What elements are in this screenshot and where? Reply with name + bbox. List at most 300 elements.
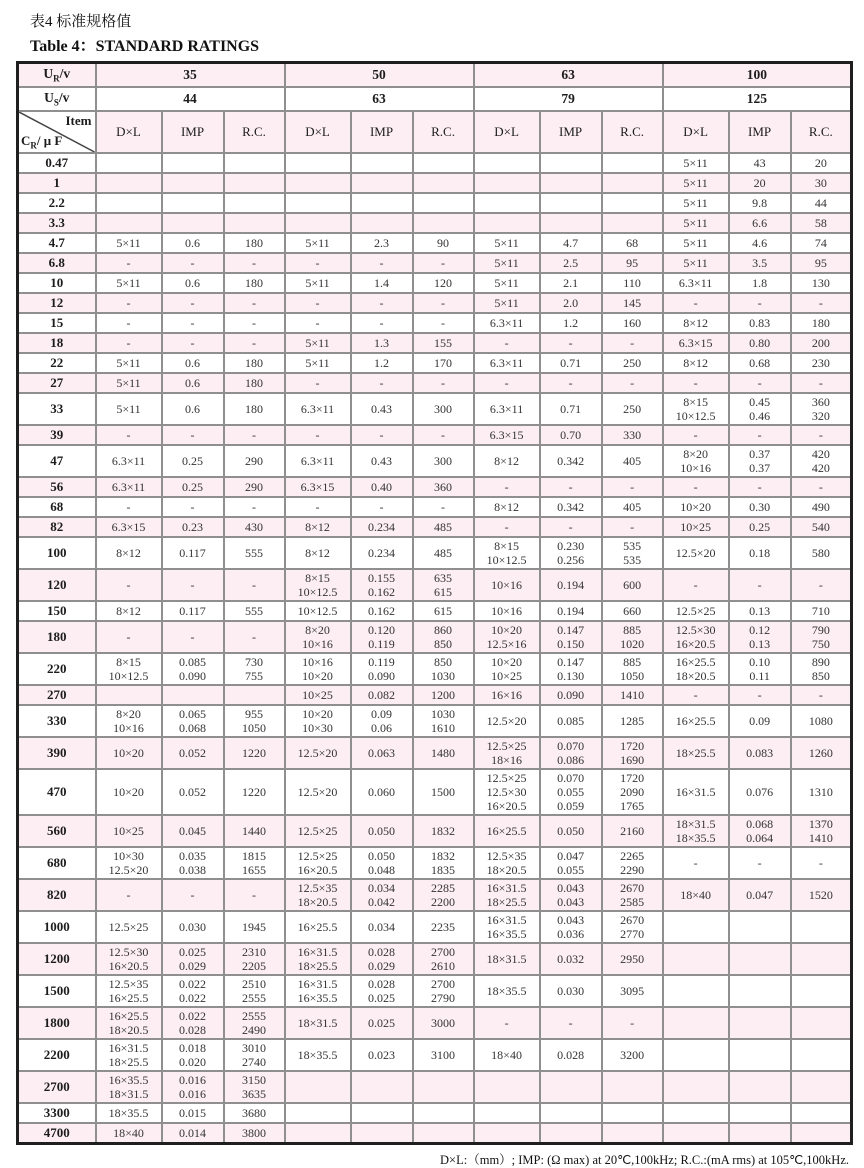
- dxl-cell: [663, 253, 729, 273]
- rc-cell: [413, 353, 474, 373]
- imp-cell: [351, 705, 413, 737]
- dxl-cell: [285, 879, 351, 911]
- cell-line: -: [693, 578, 698, 592]
- cell-line: 0.194: [557, 604, 585, 618]
- cell-line: 3150: [242, 1073, 267, 1087]
- cell-line: -: [379, 256, 384, 270]
- dxl-cell: [663, 193, 729, 213]
- cell-line: -: [252, 256, 257, 270]
- cell-line: -: [252, 578, 257, 592]
- rc-cell: [224, 685, 285, 705]
- dxl-cell: [96, 1039, 162, 1071]
- rc-cell: [791, 153, 852, 173]
- cell-line: 2555: [242, 1009, 267, 1023]
- imp-cell: [351, 1123, 413, 1144]
- rc-cell: [224, 1007, 285, 1039]
- imp-cell: [540, 445, 602, 477]
- dxl-cell: [474, 497, 540, 517]
- cell-line: 5×11: [494, 256, 519, 270]
- cell-line: -: [190, 428, 195, 442]
- cell-line: -: [630, 376, 635, 390]
- imp-cell: [729, 373, 791, 393]
- cell-line: -: [190, 630, 195, 644]
- column-header-imp: IMP: [729, 111, 791, 153]
- dxl-cell: [474, 705, 540, 737]
- cell-line: 18×40: [491, 1048, 522, 1062]
- imp-cell: [729, 943, 791, 975]
- capacitance-cell: 82: [18, 517, 96, 537]
- dxl-cell: [663, 233, 729, 253]
- cell-line: 1.4: [374, 276, 390, 290]
- cell-line: -: [757, 376, 762, 390]
- label-base: C: [21, 133, 31, 149]
- cell-line: 0.06: [371, 721, 393, 735]
- cell-line: 10×12.5: [108, 669, 149, 683]
- cell-line: 1835: [431, 863, 456, 877]
- rc-cell: [602, 1103, 663, 1123]
- rc-cell: [413, 1039, 474, 1071]
- cell-line: 10×20: [113, 746, 144, 760]
- cell-line: -: [190, 256, 195, 270]
- imp-cell: [351, 233, 413, 253]
- imp-cell: [729, 213, 791, 233]
- cell-line: 3800: [242, 1126, 267, 1140]
- cell-line: 2770: [620, 927, 645, 941]
- table-row: [18, 293, 852, 313]
- cell-line: 230: [811, 356, 830, 370]
- dxl-cell: [474, 737, 540, 769]
- rc-cell: [224, 911, 285, 943]
- cell-line: -: [126, 888, 131, 902]
- rc-cell: [791, 425, 852, 445]
- cell-line: 0.120: [368, 623, 396, 637]
- rc-cell: [413, 313, 474, 333]
- cell-line: 850: [811, 669, 830, 683]
- dxl-cell: [285, 353, 351, 373]
- table-row: [18, 1039, 852, 1071]
- rc-cell: [413, 1007, 474, 1039]
- dxl-cell: [474, 1071, 540, 1103]
- rc-cell: [791, 653, 852, 685]
- imp-cell: [162, 705, 224, 737]
- dxl-cell: [96, 621, 162, 653]
- capacitance-cell: 120: [18, 569, 96, 601]
- cell-line: 0.028: [368, 945, 396, 959]
- cell-line: 0.25: [749, 520, 771, 534]
- cell-line: 5×11: [116, 376, 141, 390]
- cell-line: 10×20: [491, 623, 522, 637]
- cell-line: -: [441, 256, 446, 270]
- cell-line: -: [126, 256, 131, 270]
- dxl-cell: [96, 737, 162, 769]
- table-row: [18, 393, 852, 425]
- surge-voltage-value: 125: [663, 87, 852, 111]
- rc-cell: [602, 569, 663, 601]
- cell-line: -: [126, 296, 131, 310]
- rc-cell: [791, 737, 852, 769]
- cell-line: -: [818, 688, 823, 702]
- dxl-cell: [285, 569, 351, 601]
- ratings-table-body: [18, 153, 852, 1144]
- cell-line: 0.070: [557, 771, 585, 785]
- imp-cell: [162, 1071, 224, 1103]
- cell-line: -: [568, 1016, 573, 1030]
- table-row: [18, 193, 852, 213]
- cell-line: 0.050: [368, 824, 396, 838]
- rc-cell: [602, 621, 663, 653]
- dxl-cell: [474, 213, 540, 233]
- imp-cell: [540, 173, 602, 193]
- cell-line: 8×12: [305, 520, 330, 534]
- dxl-cell: [663, 313, 729, 333]
- cell-line: -: [693, 856, 698, 870]
- cell-line: -: [630, 1016, 635, 1030]
- cell-line: 730: [245, 655, 264, 669]
- cell-line: 2790: [431, 991, 456, 1005]
- cell-line: 850: [434, 637, 453, 651]
- dxl-cell: [663, 393, 729, 425]
- dxl-cell: [285, 153, 351, 173]
- cell-line: 0.036: [557, 927, 585, 941]
- cell-line: 615: [434, 585, 453, 599]
- cell-line: 74: [814, 236, 827, 250]
- rated-voltage-value: 35: [96, 63, 285, 88]
- dxl-cell: [663, 601, 729, 621]
- cell-line: 490: [811, 500, 830, 514]
- cell-line: 0.13: [749, 604, 771, 618]
- cell-line: 2.5: [563, 256, 579, 270]
- cell-line: 6.3×15: [111, 520, 146, 534]
- cell-line: 9.8: [752, 196, 768, 210]
- capacitance-cell: 4.7: [18, 233, 96, 253]
- imp-cell: [540, 1007, 602, 1039]
- cell-line: 955: [245, 707, 264, 721]
- label-subscript: R: [30, 141, 37, 151]
- cell-line: 1080: [808, 714, 833, 728]
- cell-line: -: [252, 336, 257, 350]
- cell-line: 0.068: [179, 721, 206, 735]
- rc-cell: [413, 769, 474, 815]
- cell-line: -: [504, 520, 509, 534]
- rc-cell: [602, 537, 663, 569]
- capacitance-cell: 1500: [18, 975, 96, 1007]
- cell-line: 0.6: [185, 402, 200, 416]
- dxl-cell: [474, 273, 540, 293]
- imp-cell: [162, 1123, 224, 1144]
- cell-line: 320: [811, 409, 830, 423]
- cell-line: -: [568, 376, 573, 390]
- cell-line: 1765: [620, 799, 645, 813]
- cell-line: 6.3×11: [489, 402, 524, 416]
- capacitance-cell: 390: [18, 737, 96, 769]
- imp-cell: [540, 373, 602, 393]
- table-row: [18, 313, 852, 333]
- imp-cell: [540, 537, 602, 569]
- dxl-cell: [663, 497, 729, 517]
- table-row: [18, 153, 852, 173]
- surge-voltage-value: 79: [474, 87, 663, 111]
- cell-line: 4.6: [752, 236, 768, 250]
- cell-line: 1220: [242, 785, 267, 799]
- imp-cell: [729, 173, 791, 193]
- cell-line: 1610: [431, 721, 456, 735]
- cell-line: 10×25: [302, 688, 333, 702]
- cell-line: -: [126, 500, 131, 514]
- rc-cell: [791, 477, 852, 497]
- cell-line: 0.022: [179, 977, 206, 991]
- cell-line: 0.130: [557, 669, 585, 683]
- dxl-cell: [96, 477, 162, 497]
- imp-cell: [540, 153, 602, 173]
- cell-line: 10×20: [680, 500, 711, 514]
- table-row: [18, 815, 852, 847]
- footnote: D×L:（mm）; IMP: (Ω max) at 20℃,100kHz; R.C.:(mA rms) at 105℃,100kHz.: [440, 1153, 849, 1167]
- cell-line: 0.047: [557, 849, 585, 863]
- imp-cell: [162, 685, 224, 705]
- cell-line: 0.09: [371, 707, 393, 721]
- cell-line: 0.162: [368, 585, 396, 599]
- rc-cell: [224, 537, 285, 569]
- cell-line: 16×31.5: [486, 913, 527, 927]
- cell-line: -: [757, 688, 762, 702]
- cell-line: 18×25.5: [297, 959, 338, 973]
- cell-line: 0.117: [179, 604, 206, 618]
- cell-line: 16×35.5: [297, 991, 338, 1005]
- cell-line: 580: [811, 546, 830, 560]
- table-row: [18, 537, 852, 569]
- dxl-cell: [285, 333, 351, 353]
- cell-line: 18×35.5: [108, 1106, 149, 1120]
- rc-cell: [413, 253, 474, 273]
- imp-cell: [351, 173, 413, 193]
- dxl-cell: [474, 847, 540, 879]
- imp-cell: [729, 537, 791, 569]
- cell-line: 120: [434, 276, 453, 290]
- rc-cell: [224, 847, 285, 879]
- cell-line: 180: [245, 276, 264, 290]
- cell-line: 0.46: [749, 409, 771, 423]
- cell-line: 6.3×11: [489, 316, 524, 330]
- rc-cell: [602, 233, 663, 253]
- cell-line: 0.055: [557, 785, 585, 799]
- cell-line: 12.5×30: [486, 785, 527, 799]
- dxl-cell: [663, 653, 729, 685]
- cell-line: 0.234: [368, 546, 396, 560]
- table-row: [18, 425, 852, 445]
- rc-cell: [413, 233, 474, 253]
- cell-line: 885: [623, 623, 642, 637]
- cell-line: 0.025: [368, 991, 396, 1005]
- dxl-cell: [96, 393, 162, 425]
- capacitance-cell: 47: [18, 445, 96, 477]
- cell-line: 0.45: [749, 395, 771, 409]
- imp-cell: [729, 1103, 791, 1123]
- cell-line: -: [757, 480, 762, 494]
- dxl-cell: [663, 445, 729, 477]
- rc-cell: [413, 393, 474, 425]
- imp-cell: [162, 1039, 224, 1071]
- imp-cell: [729, 601, 791, 621]
- cell-line: 0.090: [368, 669, 396, 683]
- dxl-cell: [285, 497, 351, 517]
- cell-line: 2510: [242, 977, 267, 991]
- imp-cell: [162, 737, 224, 769]
- imp-cell: [162, 517, 224, 537]
- cell-line: 1.2: [374, 356, 390, 370]
- label-suffix: /v: [58, 90, 70, 106]
- table-row: [18, 1123, 852, 1144]
- dxl-cell: [285, 911, 351, 943]
- dxl-cell: [474, 445, 540, 477]
- cell-line: 16×25.5: [675, 714, 716, 728]
- cell-line: -: [252, 316, 257, 330]
- cell-line: 1050: [242, 721, 267, 735]
- dxl-cell: [663, 621, 729, 653]
- cell-line: 0.015: [179, 1106, 206, 1120]
- cell-line: 2740: [242, 1055, 267, 1069]
- cell-line: 18×31.5: [675, 817, 716, 831]
- rc-cell: [413, 911, 474, 943]
- cell-line: -: [190, 500, 195, 514]
- cell-line: 5×11: [116, 402, 141, 416]
- dxl-cell: [474, 233, 540, 253]
- cell-line: 18×25.5: [675, 746, 716, 760]
- imp-cell: [162, 569, 224, 601]
- cell-line: -: [315, 376, 320, 390]
- rc-cell: [413, 445, 474, 477]
- cell-line: 0.042: [368, 895, 396, 909]
- cell-line: 6.3×11: [111, 454, 146, 468]
- imp-cell: [729, 353, 791, 373]
- dxl-cell: [285, 815, 351, 847]
- imp-cell: [162, 1103, 224, 1123]
- cell-line: 2555: [242, 991, 267, 1005]
- rc-cell: [413, 705, 474, 737]
- cell-line: 16×35.5: [108, 1073, 149, 1087]
- imp-cell: [351, 213, 413, 233]
- rc-cell: [224, 445, 285, 477]
- imp-cell: [540, 737, 602, 769]
- dxl-cell: [285, 477, 351, 497]
- dxl-cell: [474, 815, 540, 847]
- cell-line: 0.234: [368, 520, 396, 534]
- capacitance-cell: 56: [18, 477, 96, 497]
- imp-cell: [540, 911, 602, 943]
- imp-cell: [540, 497, 602, 517]
- table-row: [18, 1103, 852, 1123]
- cell-line: 485: [434, 546, 453, 560]
- cell-line: 10×25: [113, 824, 144, 838]
- dxl-cell: [285, 601, 351, 621]
- cell-line: 330: [623, 428, 642, 442]
- cell-line: 1655: [242, 863, 267, 877]
- capacitance-cell: 1000: [18, 911, 96, 943]
- cell-line: 1310: [808, 785, 833, 799]
- cell-line: 1945: [242, 920, 267, 934]
- rc-cell: [224, 1123, 285, 1144]
- rc-cell: [413, 815, 474, 847]
- cell-line: -: [315, 428, 320, 442]
- dxl-cell: [285, 193, 351, 213]
- cell-line: 0.194: [557, 578, 585, 592]
- imp-cell: [351, 653, 413, 685]
- dxl-cell: [285, 653, 351, 685]
- cell-line: 10×20: [302, 669, 333, 683]
- dxl-cell: [474, 621, 540, 653]
- cell-line: 1720: [620, 771, 645, 785]
- cell-line: 5×11: [683, 236, 708, 250]
- cell-line: 0.230: [557, 539, 585, 553]
- cell-line: 860: [434, 623, 453, 637]
- cell-line: 18×31.5: [108, 1087, 149, 1101]
- imp-cell: [729, 153, 791, 173]
- cell-line: 0.023: [368, 1048, 396, 1062]
- cell-line: -: [441, 316, 446, 330]
- cell-line: 0.060: [368, 785, 396, 799]
- rc-cell: [602, 1123, 663, 1144]
- capacitance-cell: 470: [18, 769, 96, 815]
- ratings-table-header: [18, 63, 852, 154]
- rc-cell: [791, 815, 852, 847]
- rated-voltage-value: 63: [474, 63, 663, 88]
- dxl-cell: [663, 293, 729, 313]
- imp-cell: [729, 313, 791, 333]
- cell-line: 5×11: [116, 356, 141, 370]
- cell-line: 2235: [431, 920, 456, 934]
- dxl-cell: [663, 517, 729, 537]
- cell-line: 155: [434, 336, 453, 350]
- rc-cell: [224, 815, 285, 847]
- dxl-cell: [96, 445, 162, 477]
- imp-cell: [540, 1071, 602, 1103]
- dxl-cell: [663, 153, 729, 173]
- cell-line: 0.40: [371, 480, 393, 494]
- cell-line: 0.029: [368, 959, 396, 973]
- dxl-cell: [474, 1007, 540, 1039]
- dxl-cell: [663, 1039, 729, 1071]
- cell-line: -: [252, 428, 257, 442]
- imp-cell: [729, 253, 791, 273]
- cell-line: 850: [434, 655, 453, 669]
- cell-line: 2670: [620, 913, 645, 927]
- cell-line: -: [818, 376, 823, 390]
- cell-line: 0.117: [179, 546, 206, 560]
- table-row: [18, 497, 852, 517]
- dxl-cell: [96, 705, 162, 737]
- imp-cell: [729, 273, 791, 293]
- cell-line: 10×20: [302, 707, 333, 721]
- imp-cell: [540, 705, 602, 737]
- cell-line: 1520: [808, 888, 833, 902]
- cell-line: 18×40: [113, 1126, 144, 1140]
- cell-line: 6.3×11: [300, 402, 335, 416]
- rc-cell: [413, 373, 474, 393]
- rc-cell: [602, 1071, 663, 1103]
- cell-line: 0.052: [179, 746, 206, 760]
- rc-cell: [224, 569, 285, 601]
- cell-line: 0.25: [182, 480, 203, 494]
- label-suffix: /v: [59, 66, 71, 82]
- table-row: [18, 333, 852, 353]
- dxl-cell: [285, 273, 351, 293]
- cell-line: -: [568, 336, 573, 350]
- cell-line: 10×12.5: [297, 585, 338, 599]
- cell-line: 4.7: [563, 236, 579, 250]
- cell-line: 300: [434, 402, 453, 416]
- rc-cell: [413, 173, 474, 193]
- cell-line: 0.038: [179, 863, 206, 877]
- cell-line: 8×15: [116, 655, 141, 669]
